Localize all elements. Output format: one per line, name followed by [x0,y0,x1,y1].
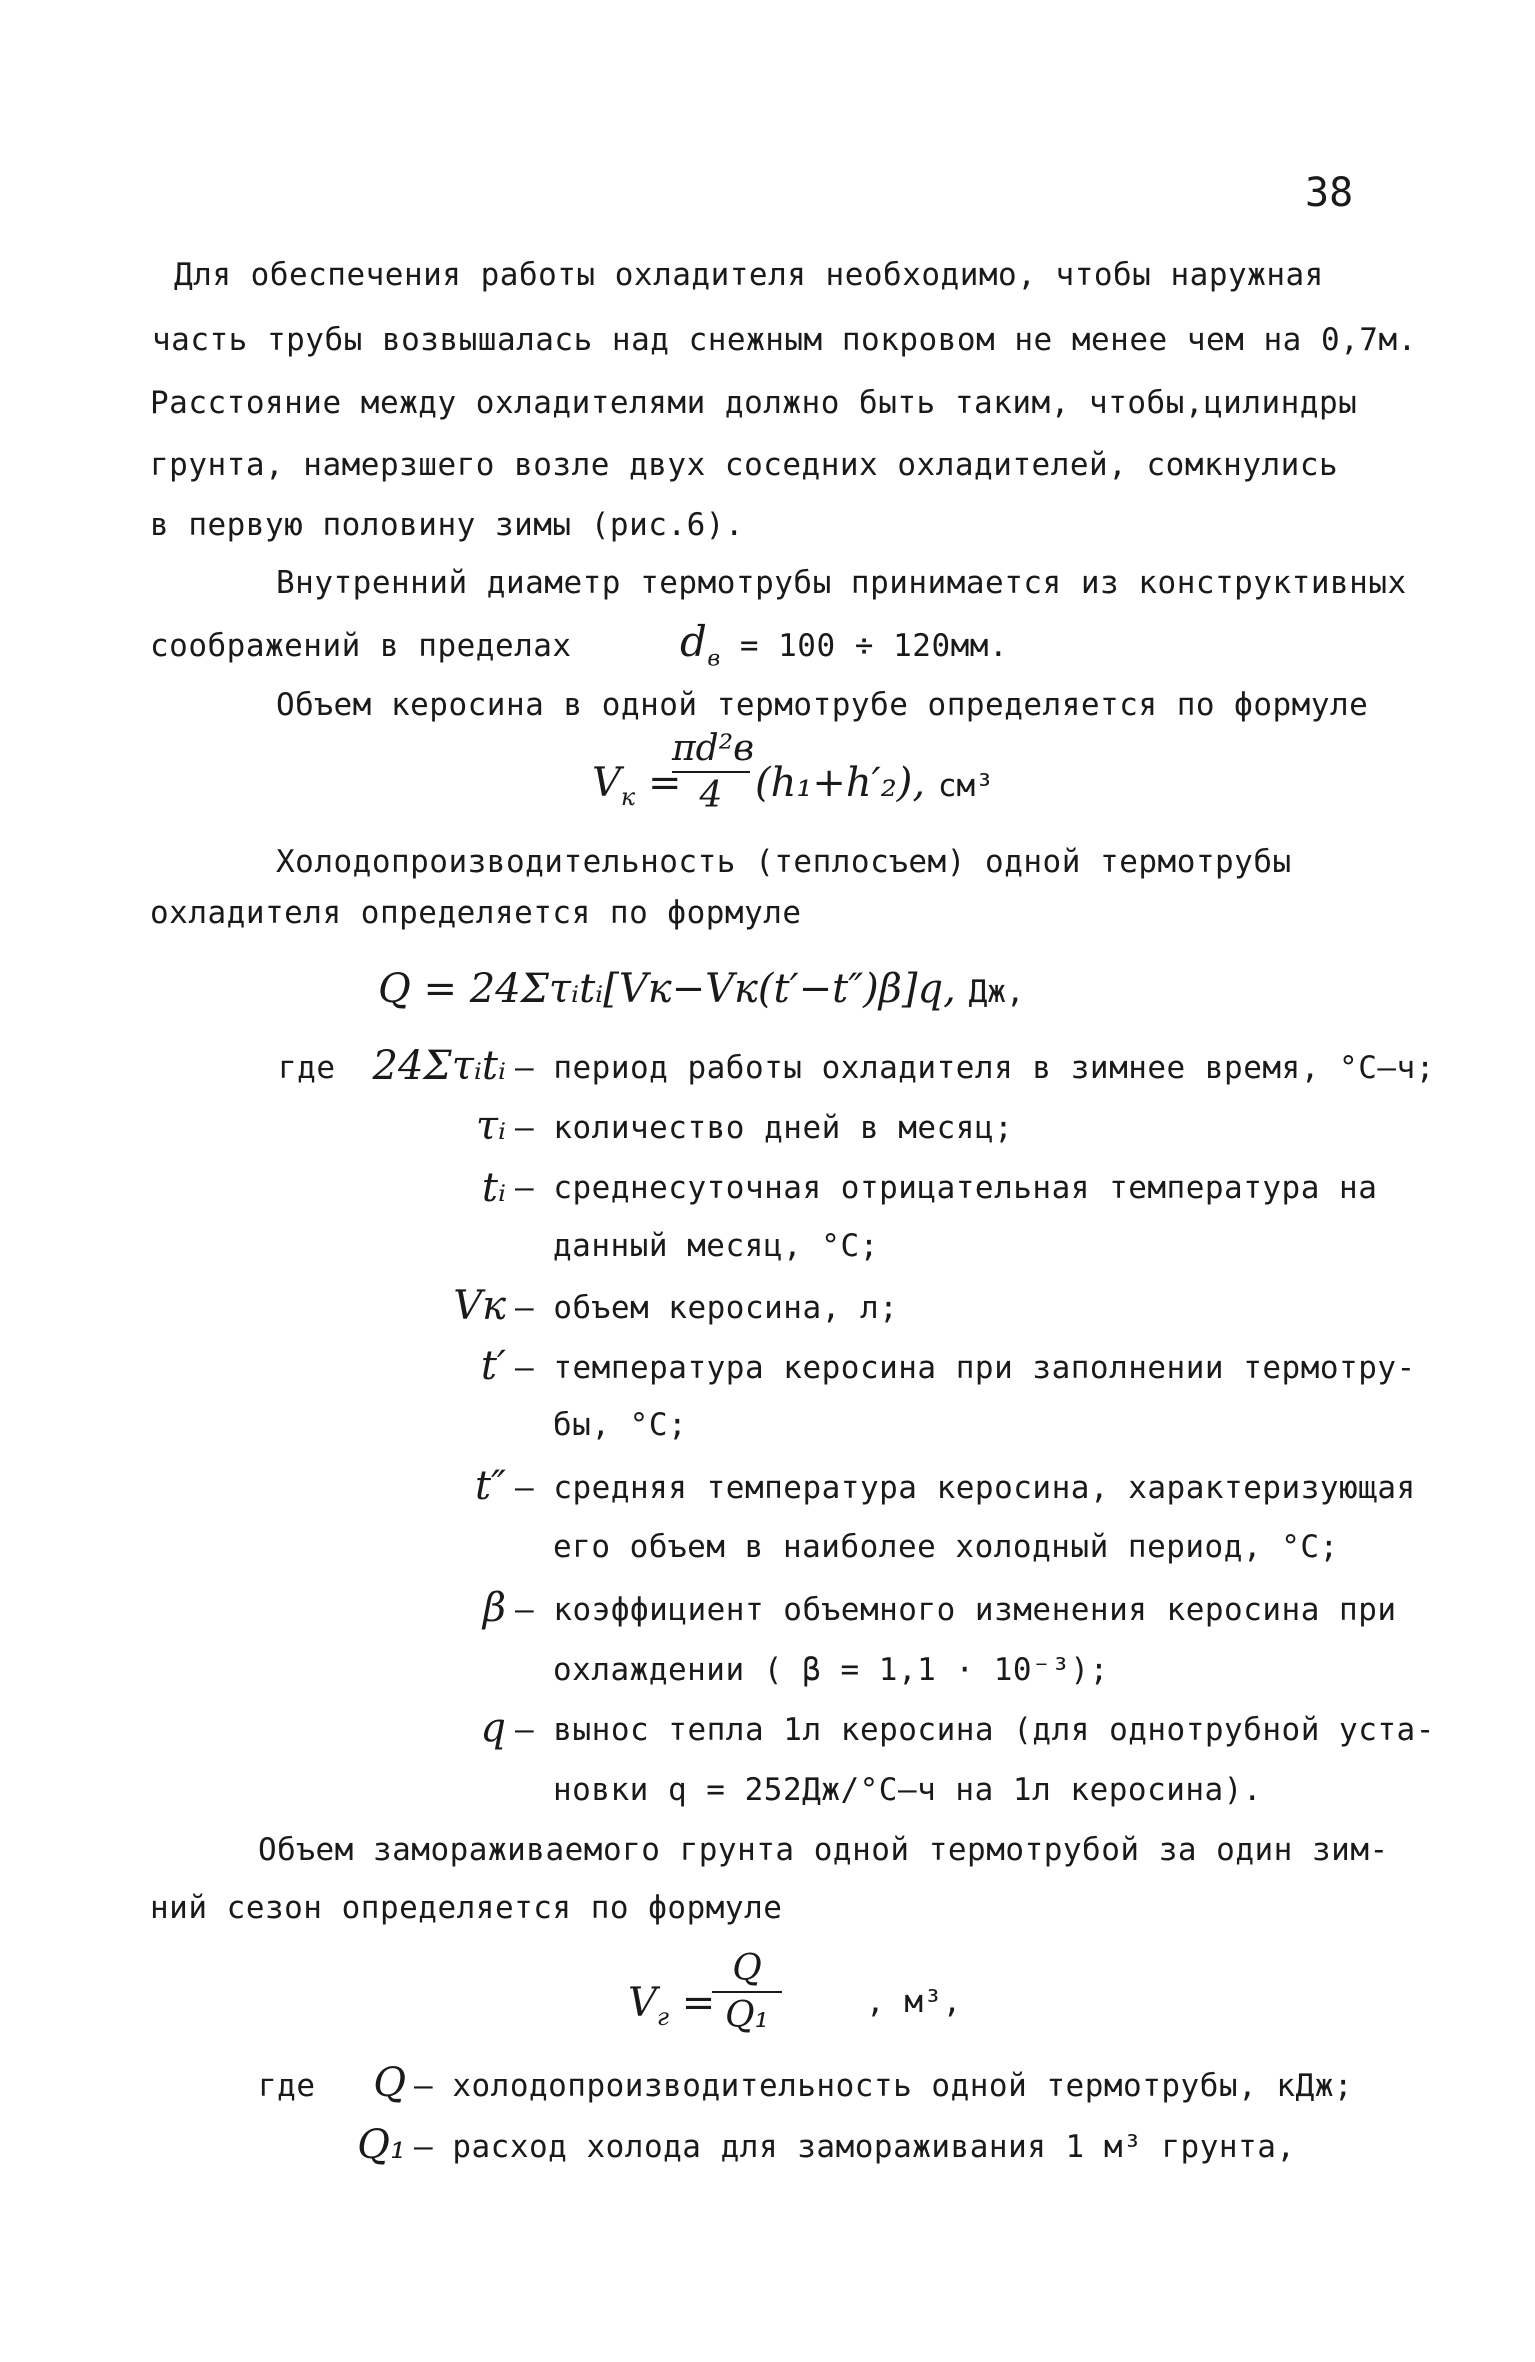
def-symbol: t′ [480,1343,506,1389]
formula-vg-lhs: $V_г$ = [628,1980,716,2031]
diameter-range: = 100 ÷ 120мм. [720,628,1009,664]
formula-vg-numerator: Q [732,1948,762,1989]
def-symbol: τᵢ [475,1103,506,1149]
def-symbol: q [480,1705,506,1751]
diameter-symbol: $d_в$ [679,617,721,672]
formula-vk-numerator: πd²в [672,728,755,769]
formula-vg-fraction [712,1948,782,2036]
para4-line: Холодопроизводительность (теплосъем) одной термотрубы [276,844,1292,880]
formula-vg-unit: , м³, [866,1984,962,2020]
para1-line: Расстояние между охладителями должно быть таким, чтобы,цилиндры [150,385,1358,421]
def-text: охлаждении ( β = 1,1 · 10⁻³); [553,1652,1109,1688]
para4-line: охладителя определяется по формуле [150,895,802,931]
formula-vk-lhs: $V_к$ = [592,760,682,811]
page-number: 38 [1305,170,1354,216]
def-text: – количество дней в месяц; [515,1110,1014,1146]
para5-line: Объем замораживаемого грунта одной термотрубой за один зим- [258,1832,1389,1868]
where-label: где [278,1050,336,1086]
def-text: – температура керосина при заполнении термотру- [515,1350,1416,1386]
def2-symbol: Q [373,2060,406,2106]
formula-vk-tail: (h₁+h′₂), см³ [755,760,994,806]
formula-vk-denominator: 4 [699,775,723,816]
def-text: – объем керосина, л; [515,1290,899,1326]
formula-q: Q = 24Στᵢtᵢ[Vк−Vк(t′−t″)β]q, Дж, [378,966,1025,1012]
def-symbol: β [482,1585,506,1631]
para1-line: Для обеспечения работы охладителя необходимо, чтобы наружная [174,257,1324,293]
para2-line [150,617,1009,679]
def-text: новки q = 252Дж/°С–ч на 1л керосина). [553,1772,1263,1808]
para5-line: ний сезон определяется по формуле [150,1890,783,1926]
para2-prefix: соображений в пределах [150,628,572,664]
def-text: – вынос тепла 1л керосина (для однотрубной уста- [515,1712,1435,1748]
def-text: – среднесуточная отрицательная температура на [515,1170,1378,1206]
def2-text: – холодопроизводительность одной термотрубы, кДж; [414,2068,1354,2104]
def-symbol: Vк [453,1283,506,1329]
where-label-2: где [258,2068,316,2104]
formula-vk-unit: см³ [937,768,994,804]
para3-line: Объем керосина в одной термотрубе определяется по формуле [276,687,1369,723]
para1-line: грунта, намерзшего возле двух соседних охладителей, сомкнулись [150,447,1339,483]
def-symbol: t″ [474,1463,506,1509]
formula-q-unit: Дж, [968,974,1025,1010]
def-text: – коэффициент объемного изменения керосина при [515,1592,1397,1628]
def-text: бы, °С; [553,1407,688,1443]
def2-text: – расход холода для замораживания 1 м³ грунта, [414,2129,1296,2165]
formula-vg-denominator: Q₁ [725,1995,769,2036]
para1-line: часть трубы возвышалась над снежным покровом не менее чем на 0,7м. [152,322,1417,358]
para1-line: в первую половину зимы (рис.6). [150,507,745,543]
para2-line: Внутренний диаметр термотрубы принимается из конструктивных [276,565,1407,601]
def-text: данный месяц, °С; [553,1228,879,1264]
formula-vk-fraction [672,728,755,816]
def-text: – средняя температура керосина, характеризующая [515,1470,1416,1506]
def2-symbol: Q₁ [357,2122,406,2168]
def-text: его объем в наиболее холодный период, °С; [553,1529,1339,1565]
def-text: – период работы охладителя в зимнее время, °С–ч; [515,1050,1435,1086]
def-symbol: 24Στᵢtᵢ [372,1043,506,1089]
def-symbol: tᵢ [481,1165,506,1211]
